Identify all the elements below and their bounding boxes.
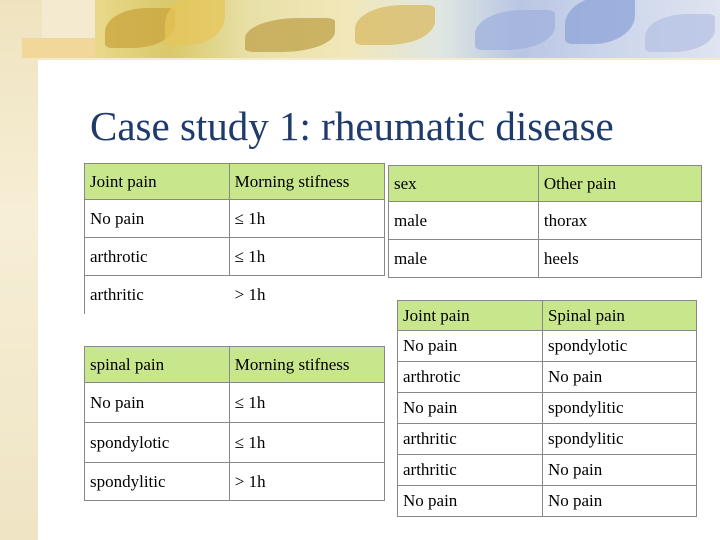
table-cell: No pain bbox=[542, 362, 696, 393]
table-cell: spondylitic bbox=[542, 424, 696, 455]
table-cell: No pain bbox=[542, 455, 696, 486]
header-cell: Spinal pain bbox=[542, 301, 696, 331]
decorative-tab bbox=[22, 38, 100, 58]
table-cell: ≤ 1h bbox=[229, 200, 384, 238]
table-cell: ≤ 1h bbox=[229, 383, 384, 423]
table-spinal-morning bbox=[84, 346, 385, 501]
header-cell: sex bbox=[389, 166, 539, 202]
table-cell: ≤ 1h bbox=[229, 423, 384, 463]
table-row bbox=[398, 486, 697, 517]
table-cell: arthritic bbox=[398, 455, 543, 486]
table-cell: No pain bbox=[85, 383, 230, 423]
table-cell: ≤ 1h bbox=[229, 238, 384, 276]
table-header-row bbox=[85, 164, 385, 200]
table-sex-other-pain bbox=[388, 165, 702, 278]
table-cell: > 1h bbox=[229, 463, 384, 501]
table-row bbox=[85, 463, 385, 501]
table-row bbox=[85, 423, 385, 463]
table-row bbox=[398, 455, 697, 486]
table-cell: heels bbox=[538, 240, 701, 278]
table-row bbox=[85, 276, 385, 314]
table-cell: arthritic bbox=[85, 276, 230, 314]
header-cell: Joint pain bbox=[398, 301, 543, 331]
table-cell: No pain bbox=[398, 486, 543, 517]
table-cell: spondylitic bbox=[542, 393, 696, 424]
table-row bbox=[85, 238, 385, 276]
table-row bbox=[398, 362, 697, 393]
table-row bbox=[398, 331, 697, 362]
table-header-row bbox=[398, 301, 697, 331]
slide-title: Case study 1: rheumatic disease bbox=[90, 103, 614, 149]
table-cell: No pain bbox=[398, 393, 543, 424]
table-cell: male bbox=[389, 202, 539, 240]
table-cell: arthrotic bbox=[85, 238, 230, 276]
table-cell: male bbox=[389, 240, 539, 278]
header-cell: Morning stifness bbox=[229, 347, 384, 383]
table-header-row bbox=[389, 166, 702, 202]
table-joint-spinal bbox=[397, 300, 697, 517]
table-row bbox=[389, 202, 702, 240]
table-row bbox=[398, 393, 697, 424]
background-left-strip bbox=[0, 0, 42, 540]
table-cell: spondylotic bbox=[542, 331, 696, 362]
header-cell: Morning stifness bbox=[229, 164, 384, 200]
decorative-leaf-banner bbox=[95, 0, 720, 58]
table-cell: No pain bbox=[398, 331, 543, 362]
table-row bbox=[85, 383, 385, 423]
table-cell: No pain bbox=[85, 200, 230, 238]
table-row bbox=[398, 424, 697, 455]
table-cell: No pain bbox=[542, 486, 696, 517]
table-cell: arthritic bbox=[398, 424, 543, 455]
table-cell: > 1h bbox=[229, 276, 384, 314]
table-row bbox=[85, 200, 385, 238]
table-cell: arthrotic bbox=[398, 362, 543, 393]
table-cell: thorax bbox=[538, 202, 701, 240]
table-joint-morning bbox=[84, 163, 385, 314]
table-row bbox=[389, 240, 702, 278]
table-cell: spondylitic bbox=[85, 463, 230, 501]
header-cell: Joint pain bbox=[85, 164, 230, 200]
header-cell: Other pain bbox=[538, 166, 701, 202]
header-cell: spinal pain bbox=[85, 347, 230, 383]
table-cell: spondylotic bbox=[85, 423, 230, 463]
table-header-row bbox=[85, 347, 385, 383]
